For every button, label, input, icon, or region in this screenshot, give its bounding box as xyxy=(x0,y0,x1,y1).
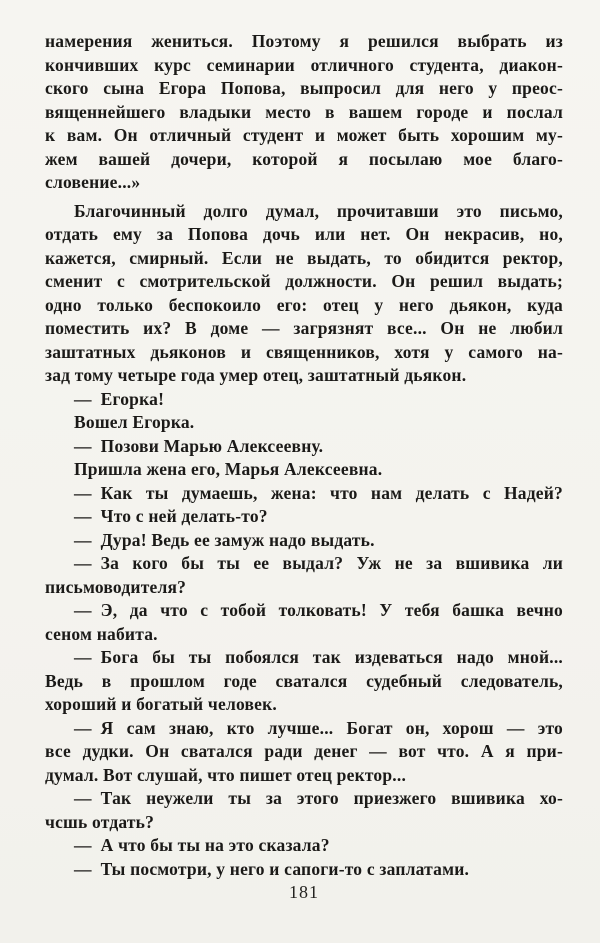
paragraph xyxy=(45,435,563,459)
text-line: — Дура! Ведь ее замуж надо выдать. xyxy=(74,529,375,550)
page-number: 181 xyxy=(289,882,319,902)
text-line: — Егорка! xyxy=(74,388,165,409)
text-line: ского сына Егора Попова, выпросил для него у преос- xyxy=(45,78,563,98)
text-line: — За кого бы ты ее выдал? Уж не за вшивика ли xyxy=(74,553,563,573)
paragraph xyxy=(45,599,563,646)
text-line: сеном набита. xyxy=(45,623,158,644)
text-line: — Я сам знаю, кто лучше... Богат он, хорош — это xyxy=(74,717,563,738)
text-line: думал. Вот слушай, что пишет отец ректор... xyxy=(45,764,407,785)
paragraph xyxy=(45,529,563,553)
text-line: Пришла жена его, Марья Алексеевна. xyxy=(74,459,383,479)
text-line: хороший и богатый человек. xyxy=(45,694,277,714)
page-text-block xyxy=(45,30,563,881)
paragraph xyxy=(45,834,563,858)
text-line: поместить их? В доме — загрязнят все... Он не любил xyxy=(45,318,563,338)
text-line: — Как ты думаешь, жена: что нам делать с Надей? xyxy=(74,482,563,503)
text-line: все дудки. Он сватался ради денег — вот что. А я при- xyxy=(45,741,563,761)
text-line: сменит с смотрительской должности. Он решил выдать; xyxy=(45,271,563,291)
text-line: жем вашей дочери, которой я посылаю мое благо- xyxy=(45,148,563,169)
text-line: — Так неужели ты за этого приезжего вшивика хо- xyxy=(74,788,563,808)
paragraph xyxy=(45,858,563,882)
paragraph xyxy=(45,552,563,599)
text-line: кончивших курс семинарии отличного студента, диакон- xyxy=(45,54,563,75)
text-line: намерения жениться. Поэтому я решился выбрать из xyxy=(45,31,563,51)
text-line: — Ты посмотри, у него и сапоги-то с заплатами. xyxy=(74,858,470,879)
text-line: Ведь в прошлом годе сватался судебный следователь, xyxy=(45,670,563,691)
paragraph xyxy=(45,787,563,834)
text-line: одно только беспокоило его: отец у него дьякон, куда xyxy=(45,294,563,315)
text-line: словение...» xyxy=(45,172,141,192)
paragraph xyxy=(45,411,563,435)
paragraph xyxy=(45,646,563,717)
text-line: отдать ему за Попова дочь или нет. Он некрасив, но, xyxy=(45,224,563,244)
paragraph xyxy=(45,458,563,482)
text-line: заштатных дьяконов и священников, хотя у самого на- xyxy=(45,341,563,362)
text-line: вященнейшего владыки место в вашем городе и послал xyxy=(45,101,563,122)
text-line: — Что с ней делать-то? xyxy=(74,506,268,526)
paragraph xyxy=(45,30,563,195)
text-line: — Э, да что с тобой толковать! У тебя башка вечно xyxy=(74,600,563,620)
text-line: зад тому четыре года умер отец, заштатный дьякон. xyxy=(45,365,467,385)
text-line: — Позови Марью Алексеевну. xyxy=(74,435,324,456)
paragraph xyxy=(45,717,563,788)
paragraph xyxy=(45,388,563,412)
text-line: — А что бы ты на это сказала? xyxy=(74,835,330,855)
text-line: Благочинный долго думал, прочитавши это письмо, xyxy=(74,200,563,221)
text-line: к вам. Он отличный студент и может быть хорошим му- xyxy=(45,125,563,145)
paragraph xyxy=(45,200,563,388)
text-line: — Бога бы ты побоялся так издеваться надо мной... xyxy=(74,647,563,667)
text-line: Вошел Егорка. xyxy=(74,412,195,432)
text-line: письмоводителя? xyxy=(45,576,187,597)
paragraph xyxy=(45,505,563,529)
text-line: чсшь отдать? xyxy=(45,811,155,832)
paragraph xyxy=(45,482,563,506)
text-line: кажется, смирный. Если не выдать, то обидится ректор, xyxy=(45,247,563,268)
